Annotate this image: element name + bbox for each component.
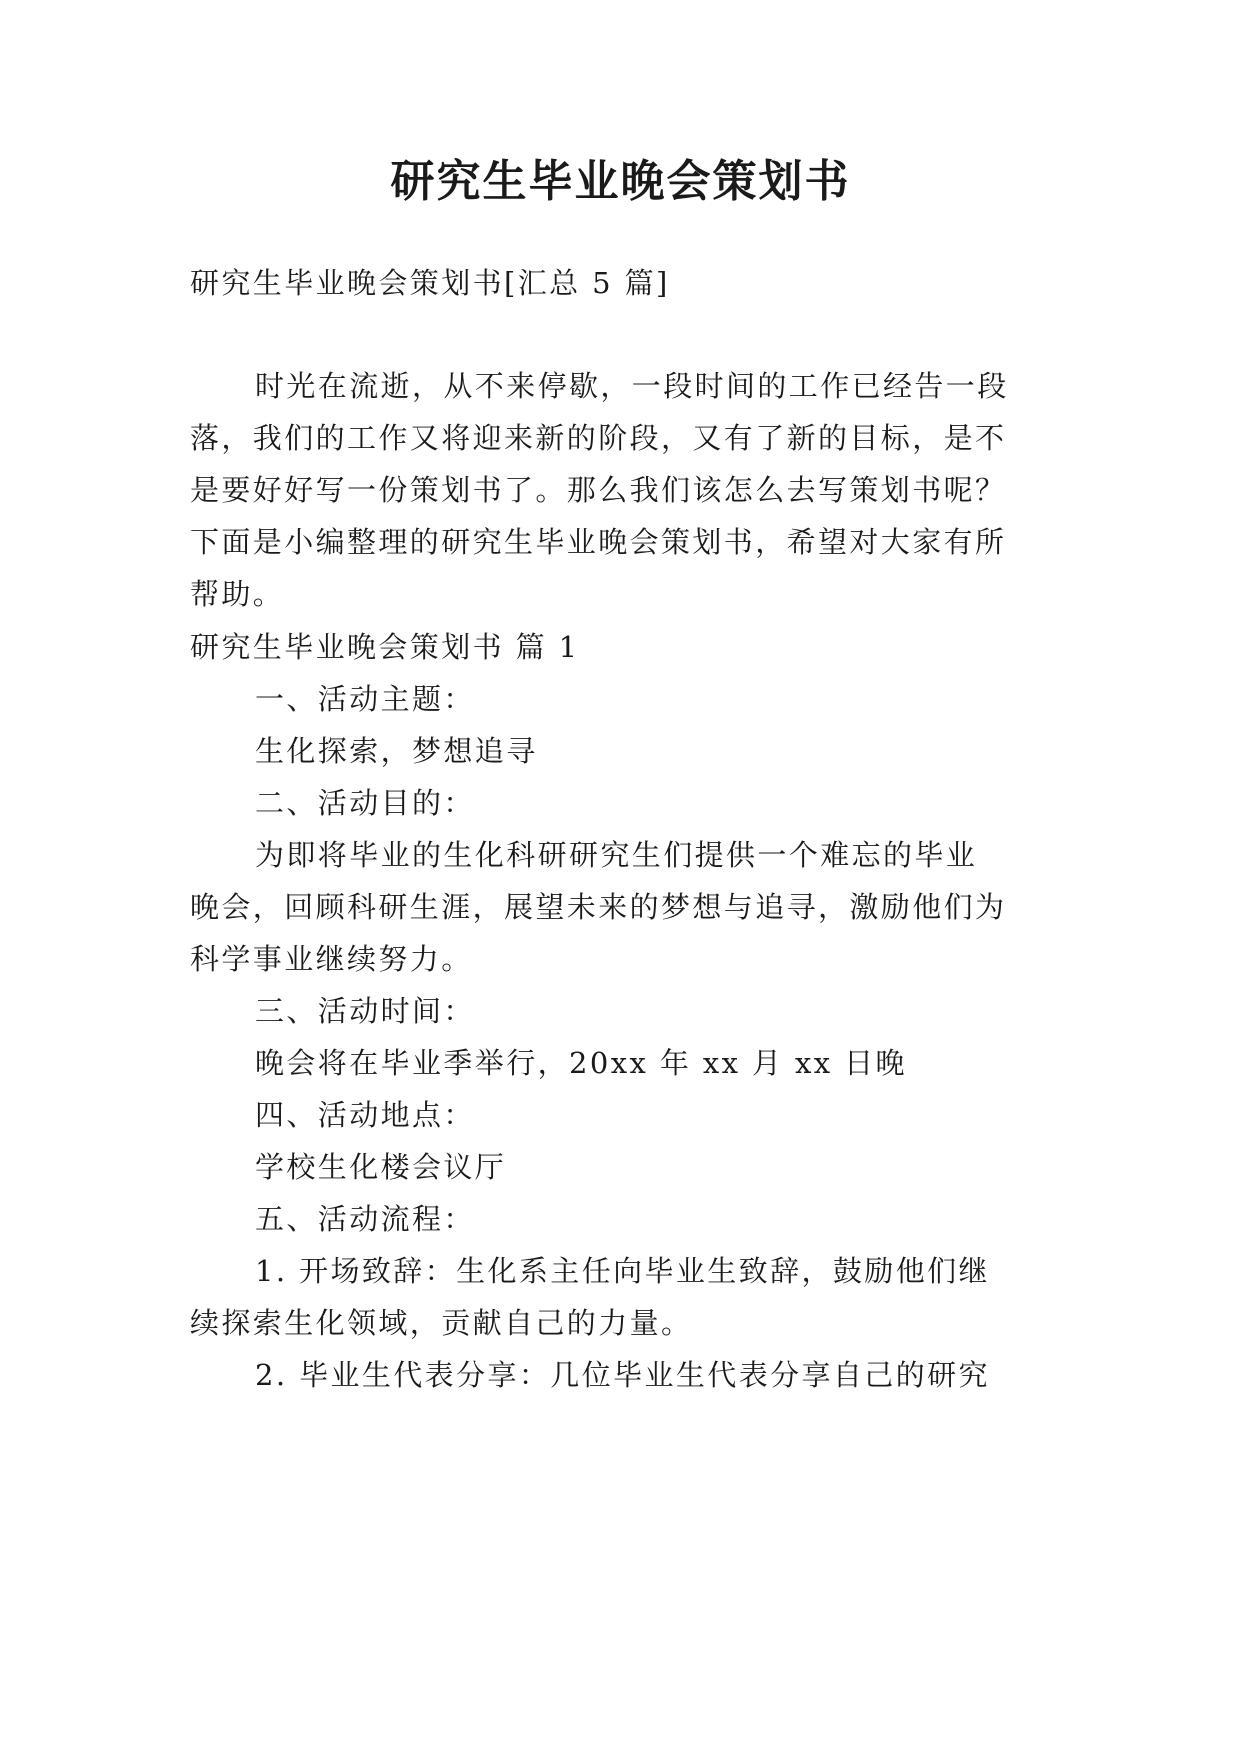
purpose-line: 科学事业继续努力。 bbox=[190, 942, 473, 976]
flow-item-line: 2. 毕业生代表分享：几位毕业生代表分享自己的研究 bbox=[255, 1358, 990, 1392]
intro-line: 下面是小编整理的研究生毕业晚会策划书，希望对大家有所 bbox=[190, 525, 1007, 559]
place-heading: 四、活动地点： bbox=[255, 1098, 475, 1132]
time-text: 晚会将在毕业季举行，20xx 年 xx 月 xx 日晚 bbox=[255, 1046, 907, 1080]
theme-text: 生化探索，梦想追寻 bbox=[255, 734, 538, 768]
flow-item-line: 续探索生化领域，贡献自己的力量。 bbox=[190, 1306, 693, 1340]
flow-heading: 五、活动流程： bbox=[255, 1202, 475, 1236]
purpose-line: 晚会，回顾科研生涯，展望未来的梦想与追寻，激励他们为 bbox=[190, 890, 1007, 924]
intro-line: 是要好好写一份策划书了。那么我们该怎么去写策划书呢？ bbox=[190, 473, 1007, 507]
theme-heading: 一、活动主题： bbox=[255, 682, 475, 716]
intro-line: 落，我们的工作又将迎来新的阶段，又有了新的目标，是不 bbox=[190, 421, 1007, 455]
time-heading: 三、活动时间： bbox=[255, 994, 475, 1028]
flow-item-line: 1. 开场致辞：生化系主任向毕业生致辞，鼓励他们继 bbox=[255, 1254, 990, 1288]
intro-line: 帮助。 bbox=[190, 577, 285, 611]
intro-line: 时光在流逝，从不来停歇，一段时间的工作已经告一段 bbox=[255, 369, 1009, 403]
document-subtitle: 研究生毕业晚会策划书[汇总 5 篇] bbox=[190, 266, 670, 300]
place-text: 学校生化楼会议厅 bbox=[255, 1150, 507, 1184]
section-heading: 研究生毕业晚会策划书 篇 1 bbox=[190, 630, 580, 664]
document-title: 研究生毕业晚会策划书 bbox=[390, 156, 851, 207]
purpose-line: 为即将毕业的生化科研研究生们提供一个难忘的毕业 bbox=[255, 838, 978, 872]
purpose-heading: 二、活动目的： bbox=[255, 786, 475, 820]
